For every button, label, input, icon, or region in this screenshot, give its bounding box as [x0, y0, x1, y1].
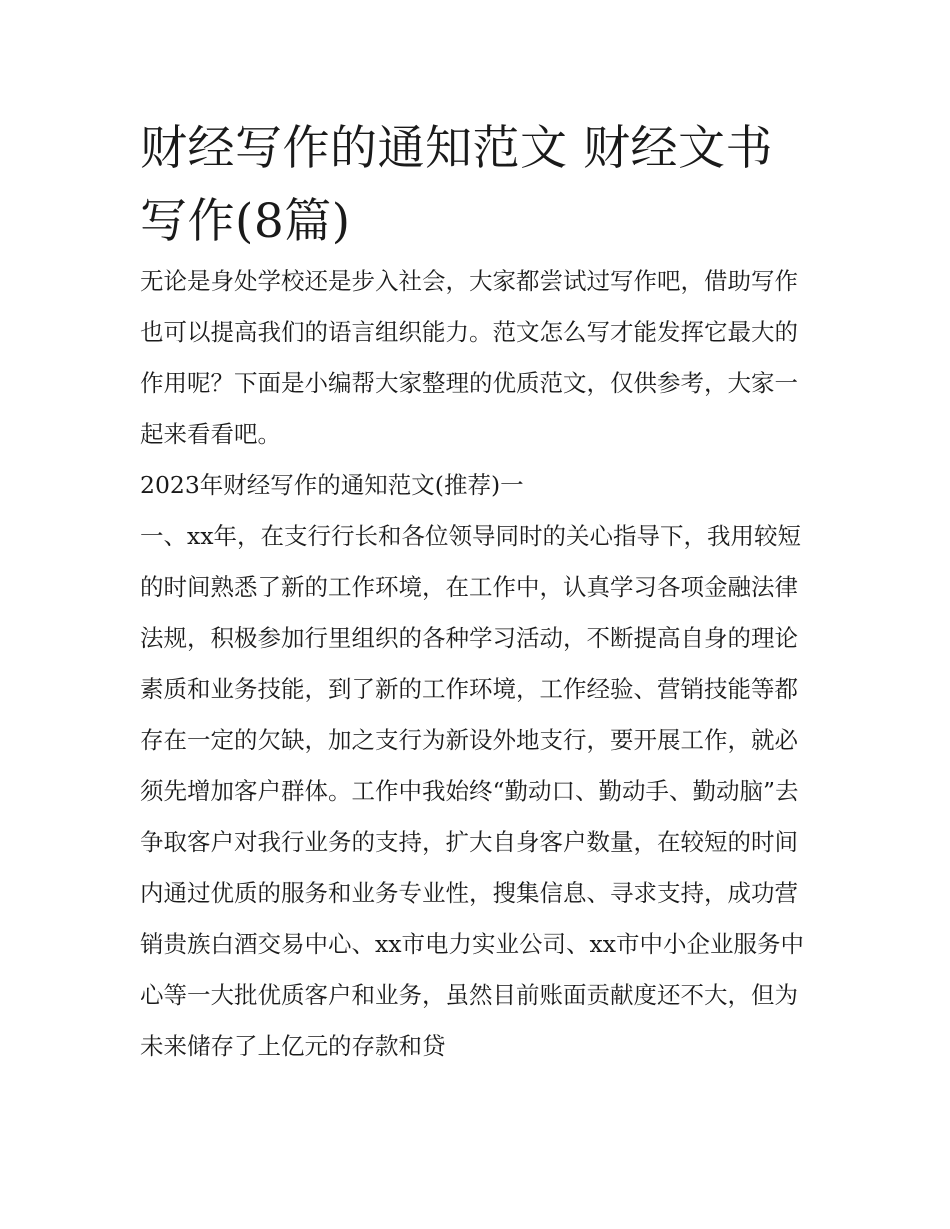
body-paragraph: 一、xx年，在支行行长和各位领导同时的关心指导下，我用较短的时间熟悉了新的工作环境，在工作中，认真学习各项金融法律法规，积极参加行里组织的各种学习活动，不断提高自身的理论素质和业务技能，到了新的工作环境，工作经验、营销技能等都存在一定的欠缺，加之支行为新设外地支行，要开展工作，就必须先增加客户群体。工作中我始终“勤动口、勤动手、勤动脑”去争取客户对我行业务的支持，扩大自身客户数量，在较短的时间内通过优质的服务和业务专业性，搜集信息、寻求支持，成功营销贵族白酒交易中心、xx市电力实业公司、xx市中小企业服务中心等一大批优质客户和业务，虽然目前账面贡献度还不大，但为未来储存了上亿元的存款和贷: [140, 522, 805, 1060]
document-title: 财经写作的通知范文 财经文书写作(8篇): [140, 121, 773, 249]
section-heading: 2023年财经写作的通知范文(推荐)一: [140, 471, 524, 499]
document-body: [140, 256, 820, 1072]
intro-paragraph: 无论是身处学校还是步入社会，大家都尝试过写作吧，借助写作也可以提高我们的语言组织能力。范文怎么写才能发挥它最大的作用呢？下面是小编帮大家整理的优质范文，仅供参考，大家一起来看看吧。: [140, 267, 798, 448]
